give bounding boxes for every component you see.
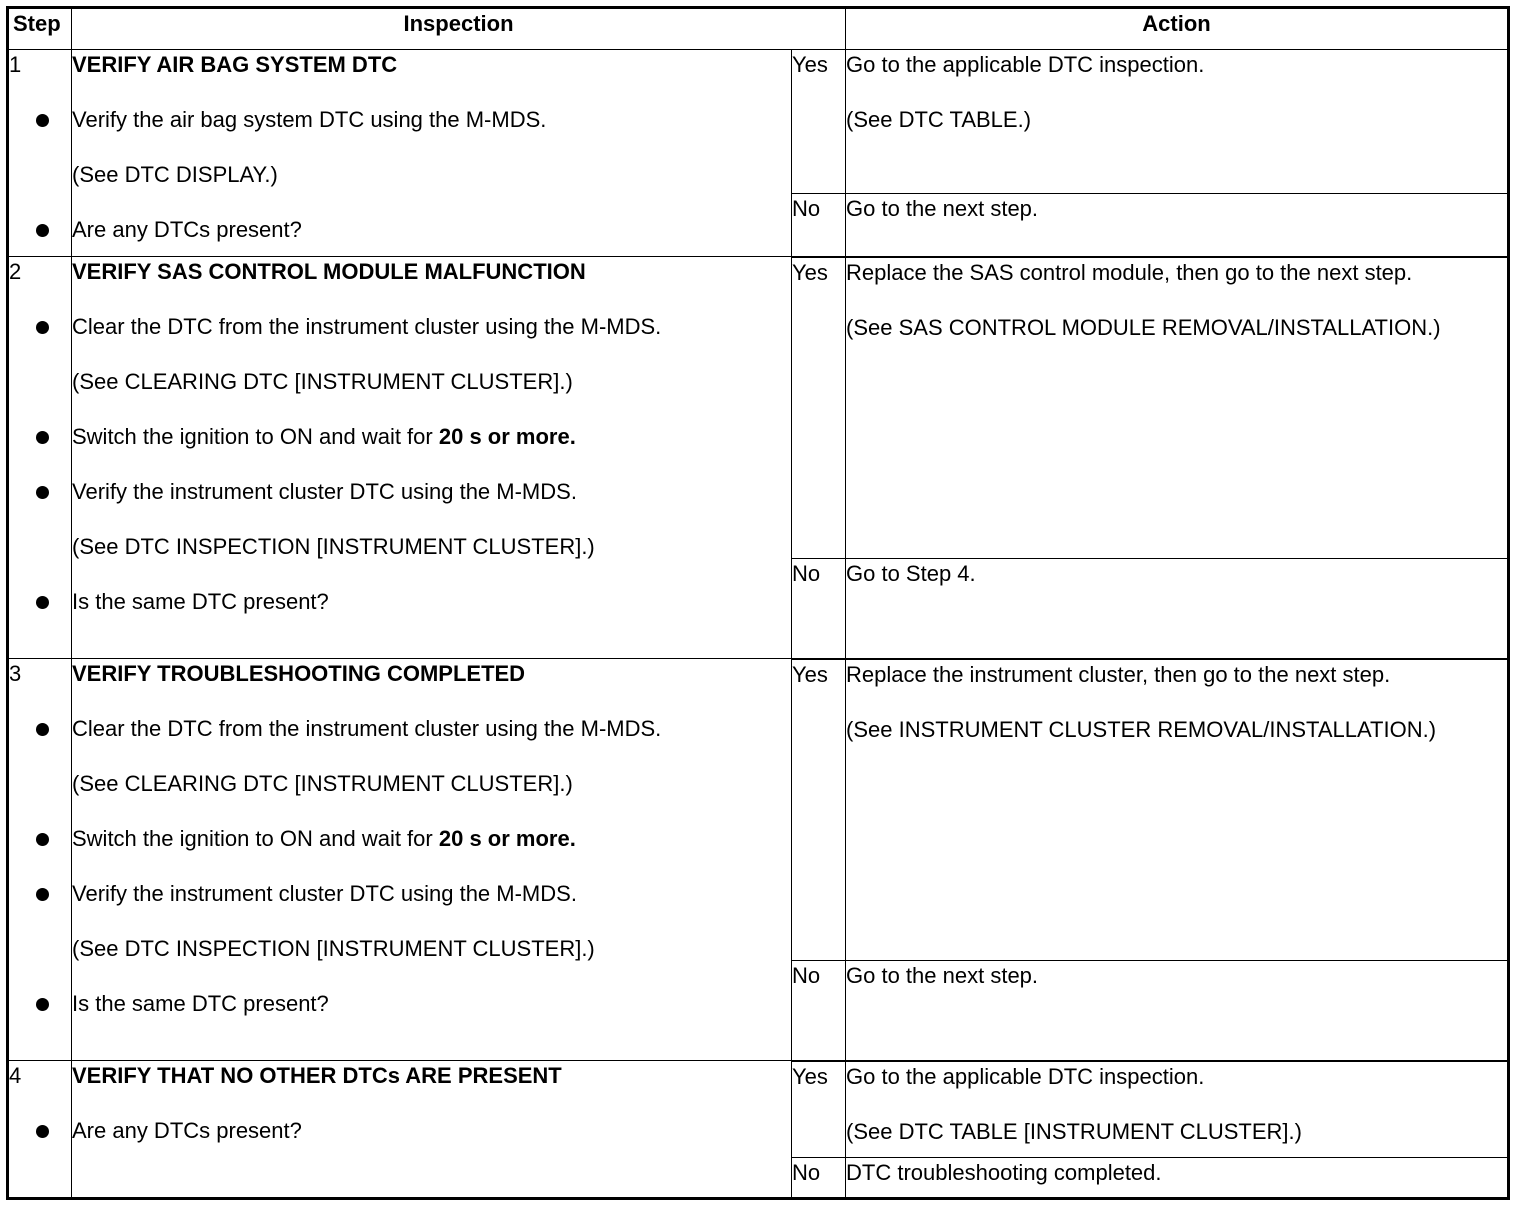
action-text: Replace the instrument cluster, then go to the next step. xyxy=(846,661,1391,687)
action-text: Go to Step 4. xyxy=(846,561,976,586)
action-text: (See SAS CONTROL MODULE REMOVAL/INSTALLATION.) xyxy=(846,314,1441,340)
step-row-yes xyxy=(8,50,1509,194)
inspection-text: Is the same DTC present? xyxy=(72,589,329,614)
inspection-item xyxy=(72,879,791,909)
step-row-yes xyxy=(8,257,1509,559)
header-inspection: Inspection xyxy=(72,8,846,50)
inspection-text: Clear the DTC from the instrument cluster using the M-MDS. xyxy=(72,314,662,339)
inspection-text: Verify the air bag system DTC using the M-MDS. xyxy=(72,107,547,132)
step-title: VERIFY SAS CONTROL MODULE MALFUNCTION xyxy=(72,259,586,284)
inspection-emphasis: 20 s or more. xyxy=(438,826,576,851)
yes-label: Yes xyxy=(792,50,846,194)
bullet-icon xyxy=(36,1125,49,1138)
inspection-item xyxy=(72,477,791,507)
inspection-cell xyxy=(72,1061,792,1199)
step-title: VERIFY THAT NO OTHER DTCs ARE PRESENT xyxy=(72,1063,562,1088)
step-title: VERIFY TROUBLESHOOTING COMPLETED xyxy=(72,661,526,686)
no-action xyxy=(846,559,1509,659)
step-number: 4 xyxy=(8,1061,72,1199)
bullet-icon xyxy=(36,114,49,127)
no-action xyxy=(846,961,1509,1061)
step-number: 1 xyxy=(8,50,72,257)
inspection-cell xyxy=(72,257,792,659)
troubleshooting-table xyxy=(6,6,1510,1200)
no-label: No xyxy=(792,1158,846,1199)
inspection-item xyxy=(72,1116,791,1146)
inspection-text: Switch the ignition to ON and wait for xyxy=(72,826,439,851)
step-row-yes xyxy=(8,659,1509,961)
yes-action xyxy=(846,257,1509,559)
action-text: Go to the applicable DTC inspection. xyxy=(846,52,1205,77)
table-body xyxy=(8,50,1509,1199)
inspection-item xyxy=(72,769,791,799)
bullet-icon xyxy=(36,888,49,901)
inspection-item xyxy=(72,824,791,854)
bullet-icon xyxy=(36,596,49,609)
inspection-cell xyxy=(72,50,792,257)
bullet-icon xyxy=(36,998,49,1011)
inspection-item xyxy=(72,367,791,397)
inspection-item xyxy=(72,422,791,452)
inspection-text: Clear the DTC from the instrument cluster using the M-MDS. xyxy=(72,716,662,741)
yes-label: Yes xyxy=(792,257,846,559)
yes-label: Yes xyxy=(792,1061,846,1158)
no-label: No xyxy=(792,559,846,659)
inspection-item xyxy=(72,714,791,744)
no-label: No xyxy=(792,194,846,257)
bullet-icon xyxy=(36,224,49,237)
inspection-item xyxy=(72,160,791,190)
action-text: Go to the next step. xyxy=(846,196,1039,221)
action-text: Go to the next step. xyxy=(846,963,1039,988)
action-text: Replace the SAS control module, then go to the next step. xyxy=(846,259,1413,285)
step-number: 3 xyxy=(8,659,72,1061)
inspection-text: (See DTC INSPECTION [INSTRUMENT CLUSTER].) xyxy=(72,534,595,559)
no-action xyxy=(846,194,1509,257)
step-title: VERIFY AIR BAG SYSTEM DTC xyxy=(72,52,398,77)
yes-label: Yes xyxy=(792,659,846,961)
inspection-text: Are any DTCs present? xyxy=(72,1118,302,1143)
inspection-item xyxy=(72,934,791,964)
inspection-text: (See DTC DISPLAY.) xyxy=(72,162,278,187)
inspection-text: (See CLEARING DTC [INSTRUMENT CLUSTER].) xyxy=(72,771,573,796)
header-action: Action xyxy=(846,8,1509,50)
header-step: Step xyxy=(8,8,72,50)
action-text: (See INSTRUMENT CLUSTER REMOVAL/INSTALLATION.) xyxy=(846,716,1437,742)
inspection-item xyxy=(72,215,791,245)
step-row-yes xyxy=(8,1061,1509,1158)
bullet-icon xyxy=(36,723,49,736)
step-number: 2 xyxy=(8,257,72,659)
inspection-text: Verify the instrument cluster DTC using the M-MDS. xyxy=(72,479,577,504)
inspection-text: (See CLEARING DTC [INSTRUMENT CLUSTER].) xyxy=(72,369,573,394)
inspection-item xyxy=(72,989,791,1019)
bullet-icon xyxy=(36,321,49,334)
inspection-item xyxy=(72,105,791,135)
bullet-icon xyxy=(36,486,49,499)
yes-action xyxy=(846,659,1509,961)
inspection-text: Are any DTCs present? xyxy=(72,217,302,242)
yes-action xyxy=(846,50,1509,194)
action-text: DTC troubleshooting completed. xyxy=(846,1160,1162,1185)
inspection-emphasis: 20 s or more. xyxy=(438,424,576,449)
header-row xyxy=(8,8,1509,50)
no-label: No xyxy=(792,961,846,1061)
no-action xyxy=(846,1158,1509,1199)
inspection-text: Is the same DTC present? xyxy=(72,991,329,1016)
bullet-icon xyxy=(36,431,49,444)
action-text: Go to the applicable DTC inspection. xyxy=(846,1063,1205,1089)
yes-action xyxy=(846,1061,1509,1158)
bullet-icon xyxy=(36,833,49,846)
inspection-text: (See DTC INSPECTION [INSTRUMENT CLUSTER].) xyxy=(72,936,595,961)
inspection-cell xyxy=(72,659,792,1061)
action-text: (See DTC TABLE.) xyxy=(846,107,1032,132)
inspection-text: Switch the ignition to ON and wait for xyxy=(72,424,439,449)
inspection-item xyxy=(72,532,791,562)
inspection-text: Verify the instrument cluster DTC using the M-MDS. xyxy=(72,881,577,906)
inspection-item xyxy=(72,587,791,617)
inspection-item xyxy=(72,312,791,342)
action-text: (See DTC TABLE [INSTRUMENT CLUSTER].) xyxy=(846,1118,1302,1144)
